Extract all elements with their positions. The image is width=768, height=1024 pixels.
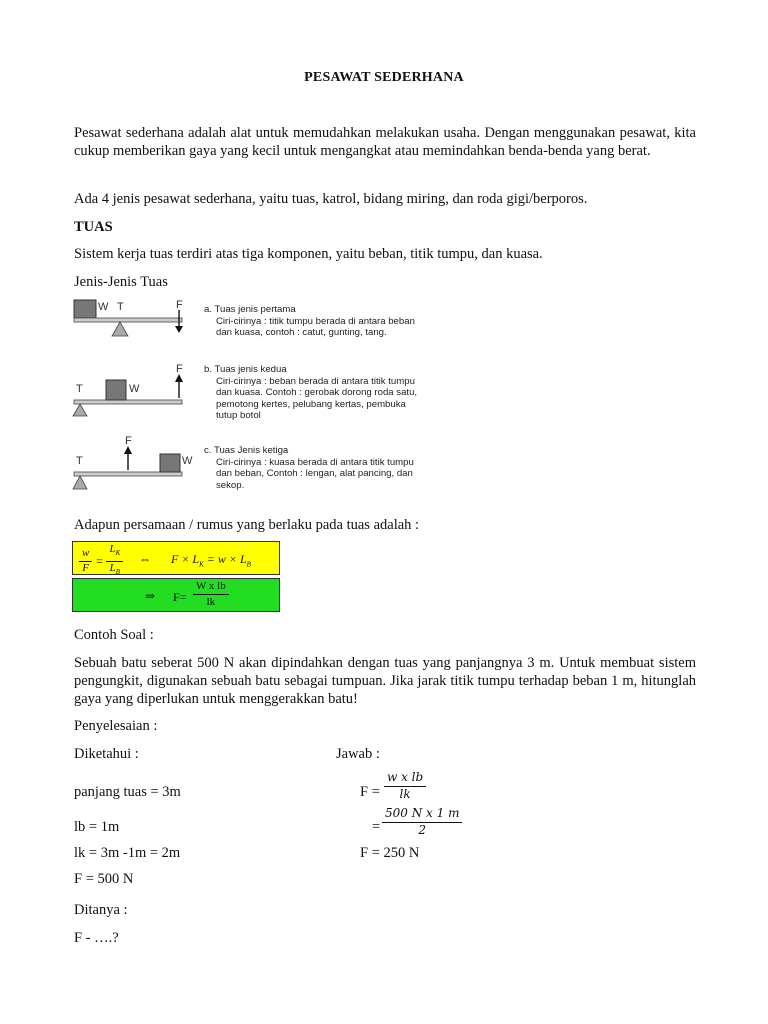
lever-b-title: b. Tuas jenis kedua (204, 364, 287, 375)
tuas-heading: TUAS (74, 219, 113, 235)
known-panjang-tuas: panjang tuas = 3m (74, 784, 181, 800)
label-t: T (117, 301, 124, 313)
formula-eq2: F= (173, 590, 187, 604)
known-f: F = 500 N (74, 871, 134, 887)
lever-a-text (204, 304, 415, 339)
answer-frac2-num: 500 N x 1 m (382, 806, 462, 823)
jawab-label: Jawab : (336, 746, 380, 762)
answer-f-label: F = (360, 784, 380, 800)
answer-fraction-2 (382, 806, 462, 838)
lever-c-line1: Ciri-cirinya : kuasa berada di antara titik tumpu (216, 456, 414, 468)
formula-implies-arrow: ⇒ (145, 589, 156, 603)
lever-formula (72, 541, 282, 614)
diketahui-label: Diketahui : (74, 746, 139, 762)
label-t: T (76, 455, 83, 467)
known-lb: lb = 1m (74, 819, 120, 835)
lever-c-line3: sekop. (216, 479, 245, 491)
intro-paragraph: Pesawat sederhana adalah alat untuk memudahkan melakukan usaha. Dengan menggunakan pesawat, kita cukup memberikan gaya yang kecil untuk mengangkat atau memindahkan benda-benda yang berat. (74, 125, 696, 159)
lever-b-line3: pemotong kertes, pelubang kertas, pembuka (216, 398, 406, 410)
answer-frac2-den: 2 (418, 823, 427, 837)
page-title: PESAWAT SEDERHANA (304, 70, 464, 85)
formula-f: F (82, 562, 90, 575)
label-w: W (98, 301, 109, 313)
lever-c-line2: dan beban, Contoh : lengan, alat pancing, dan (216, 468, 413, 479)
lever-a-line1: Ciri-cirinya : titik tumpu berada di antara beban (216, 315, 415, 327)
lever-c-title: c. Tuas Jenis ketiga (204, 445, 289, 456)
formula-green-box (72, 578, 280, 612)
formula-den2: lk (206, 596, 216, 608)
jenis-tuas-heading: Jenis-Jenis Tuas (74, 274, 168, 290)
lever-a-line2: dan kuasa, contoh : catut, gunting, tang. (216, 327, 387, 338)
label-f: F (176, 363, 183, 375)
penyelesaian-label: Penyelesaian : (74, 718, 158, 734)
answer-fraction-1 (384, 770, 426, 802)
label-t: T (76, 383, 83, 395)
lever-a-title: a. Tuas jenis pertama (204, 304, 296, 315)
lever-diagrams (72, 296, 202, 504)
soal-paragraph: Sebuah batu seberat 500 N akan dipindahkan dengan tuas yang panjangnya 3 m. Untuk membuat sistem pengungkit, digunakan sebuah batu sebagai tumpuan. Jika jarak titik tumpu terhadap beban 1 m, hitunglah gaya yang diperlukan untuk menggerakkan batu! (74, 655, 696, 707)
known-lk: lk = 3m -1m = 2m (74, 845, 181, 861)
ditanya-label: Ditanya : (74, 902, 128, 918)
answer-eq-label: = (372, 819, 381, 835)
lever-b-line2: dan kuasa. Contoh : gerobak dorong roda satu, (216, 387, 418, 398)
label-f: F (176, 299, 183, 311)
answer-frac1-num: w x lb (384, 770, 426, 787)
formula-eq1: $F \times L_K = w \times L_B$ (171, 552, 251, 569)
types-paragraph: Ada 4 jenis pesawat sederhana, yaitu tuas, katrol, bidang miring, dan roda gigi/berporos. (74, 191, 588, 207)
formula-w: w (79, 547, 92, 562)
lever-second-class-diagram (73, 363, 183, 416)
label-w: W (129, 383, 140, 395)
label-f: F (125, 435, 132, 447)
lever-c-text (204, 445, 414, 491)
lever-b-line4: tutup botol (216, 410, 261, 421)
formula-num2: W x lb (193, 579, 229, 595)
lever-first-class-diagram (74, 299, 183, 336)
lever-b-text (204, 364, 417, 422)
lever-types-figure (72, 296, 482, 504)
lever-third-class-diagram (73, 435, 193, 489)
formula-equiv-arrow: ⇔ (139, 552, 151, 566)
lever-b-line1: Ciri-cirinya : beban berada di antara titik tumpu (216, 375, 415, 387)
formula-yellow-box: $\frac{w}{F}$ = $\frac{L_K}{L_B}$ ⇔ $F \times L_K = w \times L_B$ (72, 541, 280, 575)
label-w: W (182, 455, 193, 467)
question-text: F - ….? (74, 930, 119, 946)
answer-frac1-den: lk (399, 787, 411, 801)
answer-result: F = 250 N (360, 845, 420, 861)
contoh-soal-heading: Contoh Soal : (74, 627, 154, 643)
tuas-description: Sistem kerja tuas terdiri atas tiga komponen, yaitu beban, titik tumpu, dan kuasa. (74, 246, 543, 262)
rumus-intro: Adapun persamaan / rumus yang berlaku pada tuas adalah : (74, 517, 420, 533)
